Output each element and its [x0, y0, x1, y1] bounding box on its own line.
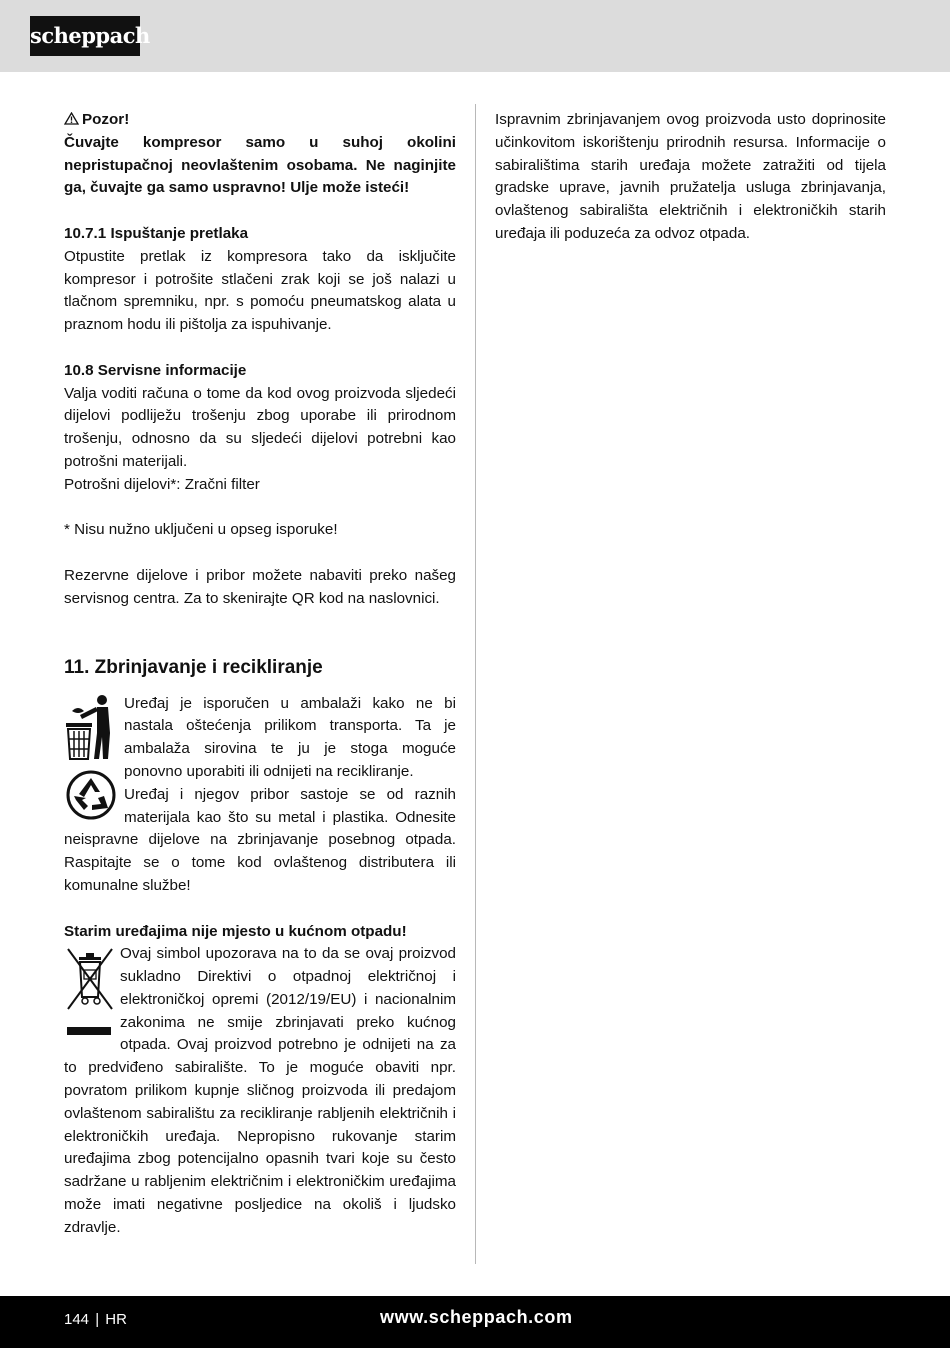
delivery-note: * Nisu nužno uključeni u opseg isporuke! — [64, 521, 338, 539]
section-10-7-1-body: Otpustite pretlak iz kompresora tako da isključite kompresor i potrošite stlačeni zrak koji se još nalazi u tlačnom spremniku, npr. s pomoću pneumatskog alata u praznom hodu ili pištolja za ispuhivanje. — [64, 247, 456, 334]
disposal-icons — [64, 693, 122, 813]
section-10-7-1-title: 10.7.1 Ispuštanje pretlaka — [64, 224, 249, 242]
page-number: 144 — [64, 1311, 90, 1328]
section-10-8-title: 10.8 Servisne informacije — [64, 361, 247, 379]
warning-body: Čuvajte kompresor samo u suhoj okolini nepristupačnoj neovlaštenim osobama. Ne naginjite ga, čuvajte ga samo uspravno! Ulje može isteći! — [64, 133, 456, 197]
old-devices-body: Ovaj simbol upozorava na to da se ovaj proizvod sukladno Direktivi o otpadnoj električnoj i elektroničkoj opremi (2012/19/EU) i nacionalnim zakonima ne smije zbrinjavati preko kućnog otpada. Ovaj proizvod potrebno je odnijeti na za to predviđeno sabiralište. To je moguće obaviti npr. povratom prilikom kupnje sličnog proizvoda ili predajom ovlaštenom sabiralištu za recikliranje rabljenih električnih i elektroničkih uređaja. Nepropisno rukovanje starim uređajima zbog potencijalno opasnih tvari koje su često sadržane u rabljenim električnim i elektroničkim uređajima može imati negativne posljedice na okoliš i ljudsko zdravlje. — [64, 945, 456, 1236]
right-column — [495, 109, 886, 246]
crossed-out-bin-icon — [64, 943, 116, 1053]
website-link[interactable]: www.scheppach.com — [380, 1307, 573, 1327]
warning-heading — [64, 109, 456, 132]
warning-title: Pozor! — [82, 111, 130, 128]
page-header — [0, 0, 950, 72]
packaging-text: Uređaj je isporučen u ambalaži kako ne bi nastala oštećenja prilikom transporta. Ta je ambalaža sirovina te ju je stoga moguće ponovno uporabiti ili odnijeti na recikliranje. — [124, 694, 456, 780]
recycling-icon — [64, 770, 118, 820]
page-number-line — [64, 1311, 127, 1328]
section-10-8-body: Valja voditi računa o tome da kod ovog proizvoda sljedeći dijelovi podliježu trošenju zbog uporabe ili prirodnom trošenju, odnosno da su sljedeći dijelovi potrebni kao potrošni materijali. — [64, 384, 456, 470]
spare-parts-info: Rezervne dijelove i pribor možete nabaviti preko našeg servisnog centra. Za to skenirajte QR kod na naslovnici. — [64, 566, 456, 607]
scheppach-logo: scheppach — [30, 16, 140, 56]
consumable-parts: Potrošni dijelovi*: Zračni filter — [64, 475, 260, 493]
language-code: HR — [105, 1311, 127, 1328]
old-devices-title: Starim uređajima nije mjesto u kućnom otpadu! — [64, 922, 407, 940]
litter-bin-icon — [64, 693, 122, 763]
footer-separator: | — [95, 1311, 100, 1328]
page-footer — [0, 1296, 950, 1348]
recycling-resources-text: Ispravnim zbrinjavanjem ovog proizvoda usto doprinosite učinkovitom iskorištenju prirodnih resursa. Informacije o sabiralištima starih uređaja možete zatražiti od tijela gradske uprave, javnih pružatelja usluga zbrinjavanja, ovlaštenog sabirališta električnih i elektroničkih starih uređaja ili poduzeća za odvoz otpada. — [495, 111, 886, 242]
column-divider — [475, 104, 476, 1264]
warning-triangle-icon — [64, 112, 79, 125]
materials-text: Uređaj i njegov pribor sastoje se od raznih materijala kao što su metal i plastika. Odnesite neispravne dijelove na zbrinjavanje posebnog otpada. Raspitajte se o tome kod ovlaštenog distributera ili komunalne službe! — [64, 785, 456, 894]
section-11-title: 11. Zbrinjavanje i recikliranje — [64, 656, 323, 678]
left-column — [64, 109, 456, 1240]
weee-symbol — [64, 943, 116, 1053]
